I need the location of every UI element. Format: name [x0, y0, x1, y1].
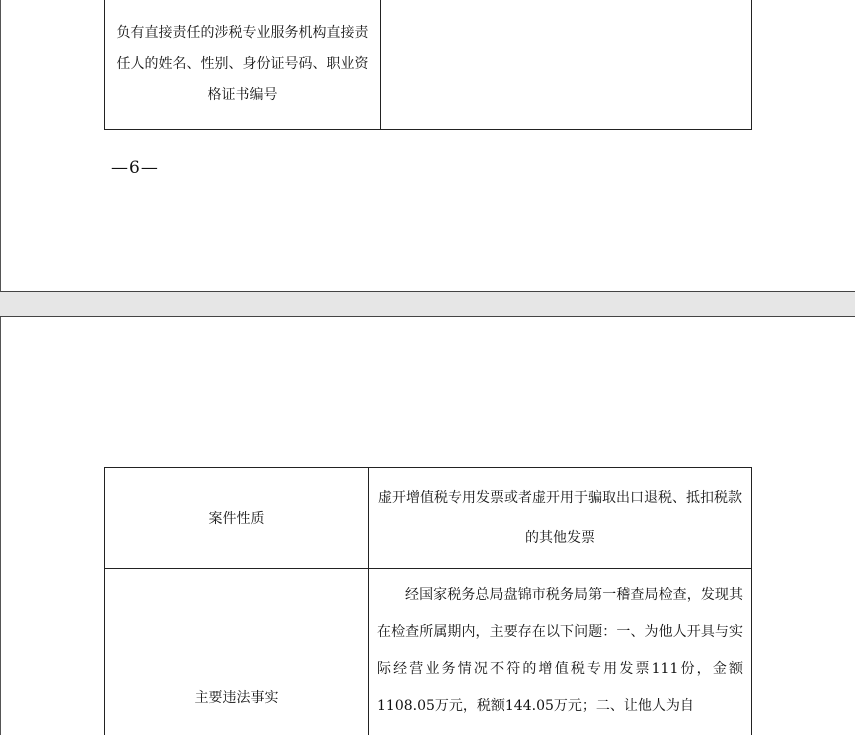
violation-facts-value: 经国家税务总局盘锦市税务局第一稽查局检查，发现其在检查所属期内，主要存在以下问题：一、为他人开具与实际经营业务情况不符的增值税专用发票111份，金额1108.05万元，税额144.05万元；二、让他人为自	[369, 569, 752, 735]
case-nature-label: 案件性质	[105, 468, 369, 569]
case-table	[104, 467, 752, 735]
document-page-7	[0, 317, 855, 735]
violation-facts-label: 主要违法事实	[105, 569, 369, 735]
table-row	[105, 0, 752, 130]
document-page-6	[0, 0, 855, 292]
row-label: 负有直接责任的涉税专业服务机构直接责任人的姓名、性别、身份证号码、职业资格证书编号	[105, 0, 381, 130]
table-row	[105, 569, 752, 735]
case-nature-value: 虚开增值税专用发票或者虚开用于骗取出口退税、抵扣税款的其他发票	[369, 468, 752, 569]
page-separator	[0, 292, 855, 317]
page-number: —6—	[111, 158, 159, 178]
info-table	[104, 0, 752, 130]
row-value	[381, 0, 752, 130]
table-row	[105, 468, 752, 569]
